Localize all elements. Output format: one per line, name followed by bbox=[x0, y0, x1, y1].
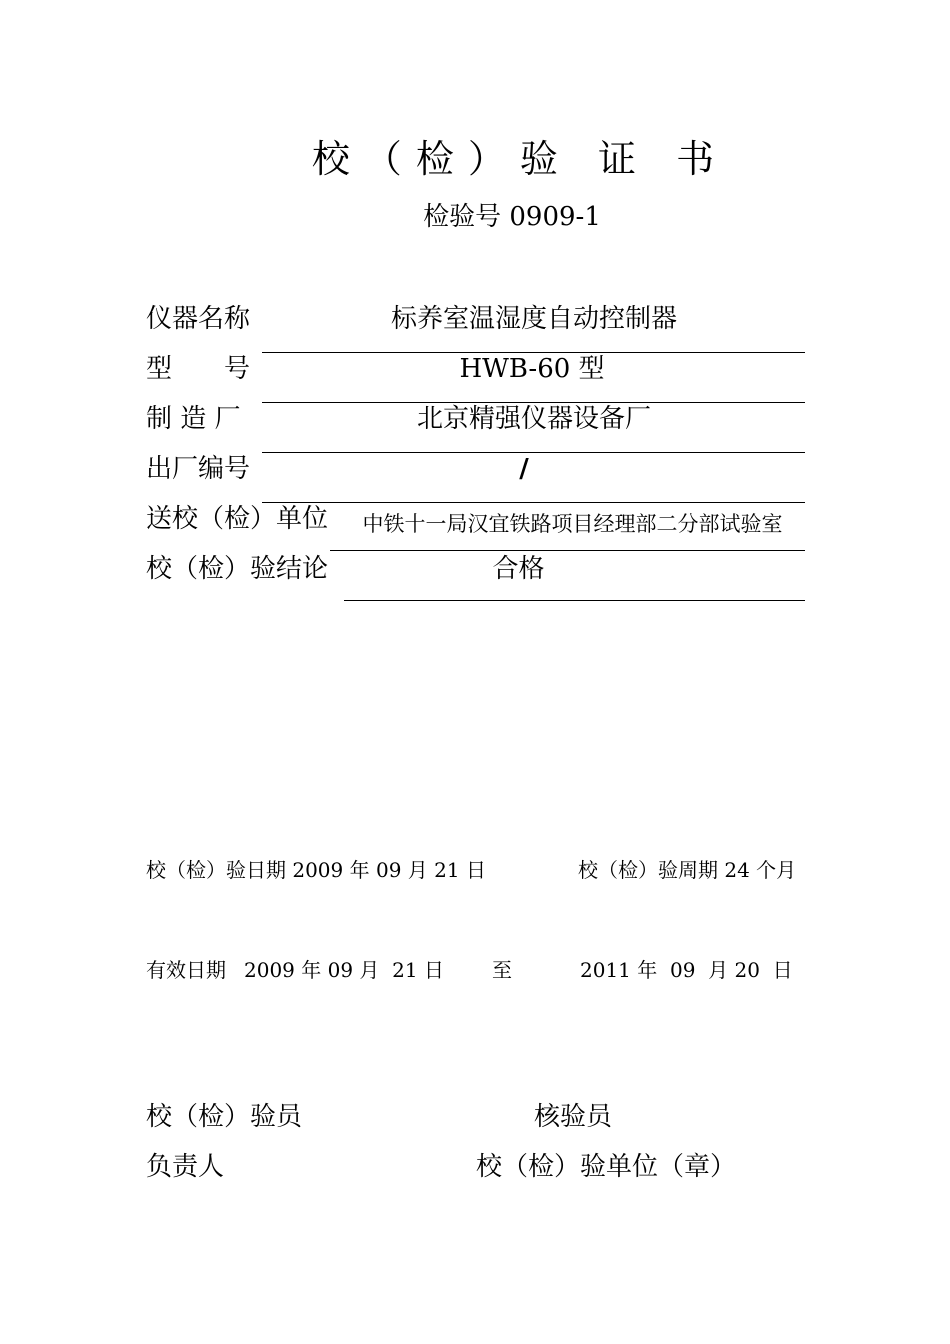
inspection-number: 检验号 0909-1 bbox=[423, 202, 601, 232]
underline-manufacturer bbox=[262, 452, 805, 453]
verifier-signature-label: 核验员 bbox=[534, 1102, 613, 1132]
field-value-instrument-name: 标养室温湿度自动控制器 bbox=[390, 304, 677, 334]
valid-until: 2011 年 09 月 20 日 bbox=[580, 958, 793, 982]
inspection-cycle: 校（检）验周期 24 个月 bbox=[578, 858, 797, 882]
field-label-conclusion: 校（检）验结论 bbox=[146, 554, 329, 584]
field-value-conclusion: 合格 bbox=[492, 554, 545, 584]
field-label-model bbox=[146, 356, 250, 382]
field-value-model: HWB-60 型 bbox=[459, 354, 605, 384]
responsible-person-label: 负责人 bbox=[146, 1152, 225, 1182]
field-value-serial-number: / bbox=[519, 454, 529, 484]
valid-to-separator: 至 bbox=[492, 958, 512, 982]
underline-instrument-name bbox=[262, 352, 805, 353]
field-label-instrument-name: 仪器名称 bbox=[146, 304, 251, 334]
field-label-submitting-unit: 送校（检）单位 bbox=[146, 504, 329, 534]
document-title: 校（检）验 证 书 bbox=[311, 137, 729, 181]
field-value-manufacturer: 北京精强仪器设备厂 bbox=[416, 404, 651, 434]
field-label-manufacturer: 制 造 厂 bbox=[146, 404, 241, 434]
inspection-date: 校（检）验日期 2009 年 09 月 21 日 bbox=[146, 858, 486, 882]
valid-from: 2009 年 09 月 21 日 bbox=[244, 958, 444, 982]
underline-serial-number bbox=[262, 502, 805, 503]
field-label-model-text: 型 号 bbox=[146, 354, 251, 384]
underline-model bbox=[262, 402, 805, 403]
inspection-unit-seal-label: 校（检）验单位（章） bbox=[476, 1152, 737, 1182]
field-value-submitting-unit: 中铁十一局汉宜铁路项目经理部二分部试验室 bbox=[362, 512, 783, 536]
underline-conclusion bbox=[344, 600, 805, 601]
field-label-serial-number: 出厂编号 bbox=[146, 454, 251, 484]
valid-date-label: 有效日期 bbox=[146, 958, 226, 982]
underline-submitting-unit bbox=[330, 550, 805, 551]
inspector-signature-label: 校（检）验员 bbox=[146, 1102, 303, 1132]
